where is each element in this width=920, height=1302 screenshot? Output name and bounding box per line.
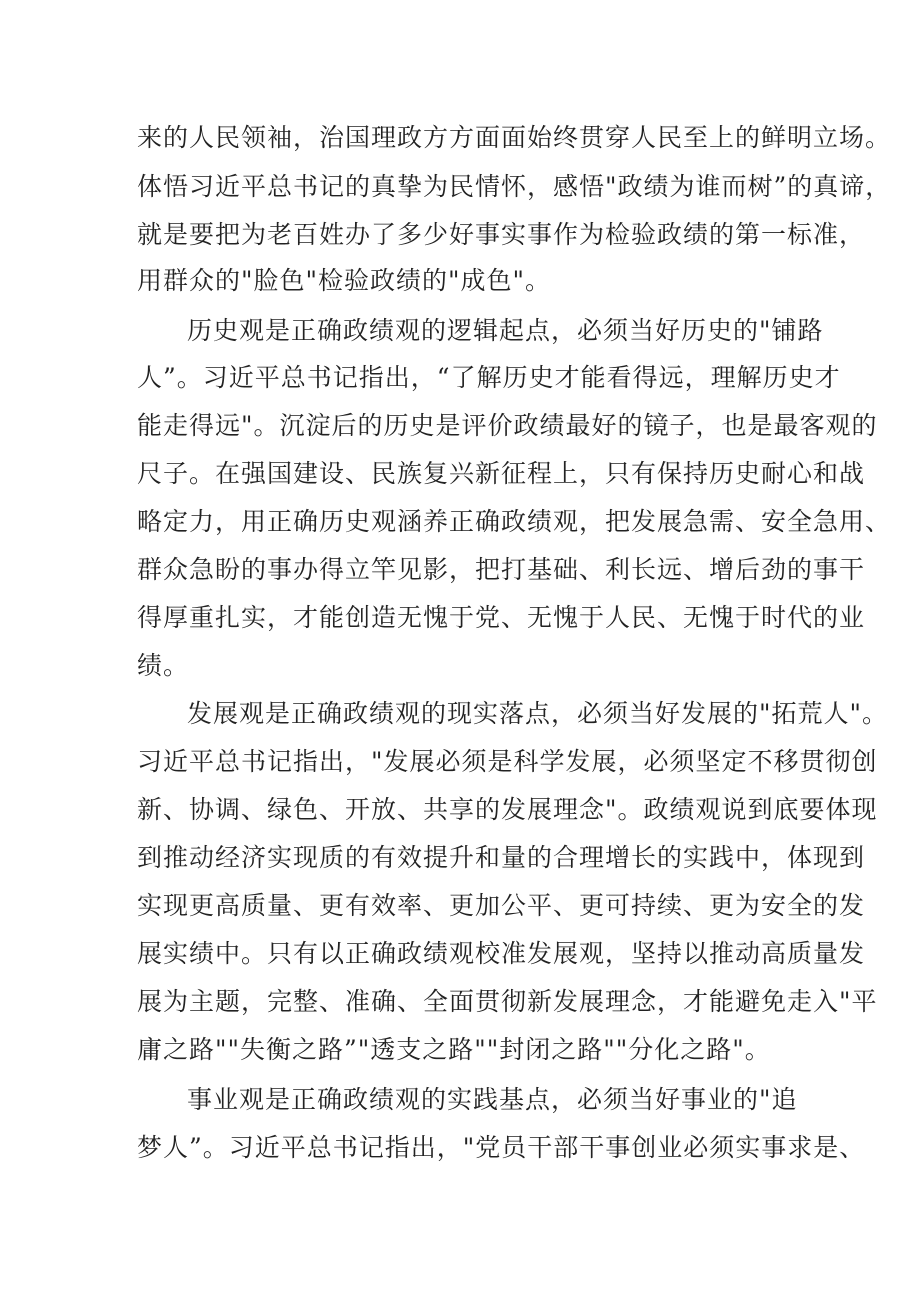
text-line-9: 略定力，用正确历史观涵养正确政绩观，把发展急需、安全急用、 bbox=[137, 507, 892, 536]
paragraph-career-line-1: 事业观是正确政绩观的实践基点，必须当好事业的"追 bbox=[187, 1085, 798, 1114]
text-line-2: 体悟习近平总书记的真挚为民情怀，感悟"政绩为谁而树”的真谛， bbox=[137, 172, 892, 201]
text-line-10: 群众急盼的事办得立竿见影，把打基础、利长远、增后劲的事干 bbox=[137, 555, 866, 584]
text-line-7: 能走得远"。沉淀后的历史是评价政绩最好的镜子，也是最客观的 bbox=[137, 411, 878, 440]
text-line-14: 习近平总书记指出，"发展必须是科学发展，必须坚定不移贯彻创 bbox=[137, 747, 878, 776]
text-line-16: 到推动经济实现质的有效提升和量的合理增长的实践中，体现到 bbox=[137, 843, 866, 872]
paragraph-history-line-1: 历史观是正确政绩观的逻辑起点，必须当好历史的"铺路 bbox=[187, 316, 824, 345]
text-line-8: 尺子。在强国建设、民族复兴新征程上，只有保持历史耐心和战 bbox=[137, 459, 866, 488]
text-line-11: 得厚重扎实，才能创造无愧于党、无愧于人民、无愧于时代的业 bbox=[137, 603, 866, 632]
text-line-4: 用群众的"脸色"检验政绩的"成色"。 bbox=[137, 266, 551, 295]
paragraph-development-line-1: 发展观是正确政绩观的现实落点，必须当好发展的"拓荒人"。 bbox=[187, 699, 889, 728]
text-line-22: 梦人”。习近平总书记指出，"党员干部干事创业必须实事求是、 bbox=[137, 1133, 866, 1162]
text-line-6: 人”。习近平总书记指出，“了解历史才能看得远，理解历史才 bbox=[137, 363, 841, 392]
text-line-3: 就是要把为老百姓办了多少好事实事作为检验政绩的第一标准， bbox=[137, 220, 866, 249]
text-line-19: 展为主题，完整、准确、全面贯彻新发展理念，才能避免走入"平 bbox=[137, 987, 878, 1016]
text-line-12: 绩。 bbox=[137, 651, 190, 680]
text-line-18: 展实绩中。只有以正确政绩观校准发展观，坚持以推动高质量发 bbox=[137, 939, 866, 968]
text-line-20: 庸之路""失衡之路”"透支之路""封闭之路""分化之路"。 bbox=[137, 1035, 771, 1064]
text-line-1: 来的人民领袖，治国理政方方面面始终贯穿人民至上的鲜明立场。 bbox=[137, 123, 892, 152]
text-line-17: 实现更高质量、更有效率、更加公平、更可持续、更为安全的发 bbox=[137, 891, 866, 920]
text-line-15: 新、协调、绿色、开放、共享的发展理念"。政绩观说到底要体现 bbox=[137, 795, 878, 824]
